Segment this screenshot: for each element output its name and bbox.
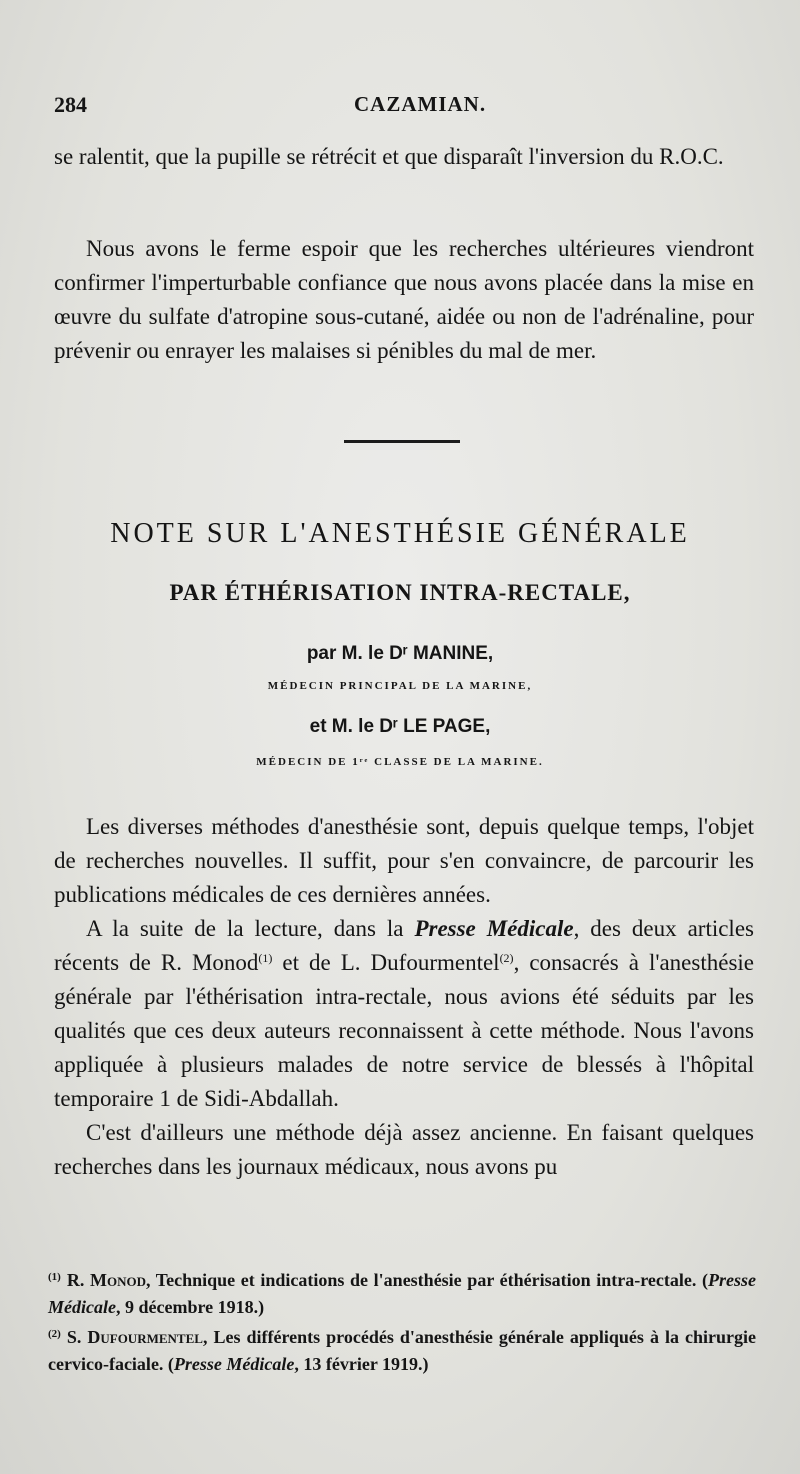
footnote-ref-2: (2) xyxy=(499,951,514,965)
closing-text xyxy=(54,232,754,368)
footnote-mark: (1) xyxy=(48,1271,61,1283)
footnotes xyxy=(48,1267,756,1381)
footnote-ref-1: (1) xyxy=(258,951,273,965)
body-paragraph-2 xyxy=(54,912,754,1116)
article-subtitle: PAR ÉTHÉRISATION INTRA-RECTALE, xyxy=(169,580,631,605)
p2-text-d: , consacrés à l'anesthésie générale par l'éthérisation intra-rectale, nous avions été séduits par les qualités que ces deux auteurs reconnaissent à cette méthode. Nous l'avons appliquée à plusieurs malades de notre service de blessés à l'hôpital temporaire 1 de Sidi-Abdallah. xyxy=(54,950,754,1111)
page-number: 284 xyxy=(54,92,87,117)
footnote-date: , 13 février 1919.) xyxy=(294,1354,429,1374)
footnote-journal: Presse Médicale xyxy=(48,1270,756,1317)
closing-paragraph: Nous avons le ferme espoir que les recherches ultérieures viendront confirmer l'imperturbable confiance que nous avons placée dans la mise en œuvre du sulfate d'atropine sous-cutané, aidée ou non de l'adrénaline, pour prévenir ou enrayer les malaises si pénibles du mal de mer. xyxy=(54,236,754,363)
body-paragraph-1: Les diverses méthodes d'anesthésie sont, depuis quelque temps, l'objet de recherches nouvelles. Il suffit, pour s'en convaincre, de parcourir les publications médicales de ces dernières années. xyxy=(54,814,754,907)
footnote-author: R. Monod xyxy=(66,1270,146,1290)
author-1: par M. le Dʳ MANINE, xyxy=(306,643,494,664)
section-divider xyxy=(344,440,460,443)
author-1-role: MÉDECIN PRINCIPAL DE LA MARINE, xyxy=(267,680,533,692)
p2-text-a: A la suite de la lecture, dans la xyxy=(86,916,415,941)
footnote-mark: (2) xyxy=(48,1328,61,1340)
article-body xyxy=(54,810,754,1184)
continued-paragraph: se ralentit, que la pupille se rétrécit et que disparaît l'inversion du R.O.C. xyxy=(54,144,724,169)
continued-text xyxy=(54,140,754,174)
p2-text-b: , des deux articles récents de R. Monod xyxy=(54,916,754,975)
footnote-1 xyxy=(48,1267,756,1321)
footnote-journal: Presse Médicale xyxy=(173,1354,295,1374)
body-paragraph-3: C'est d'ailleurs une méthode déjà assez ancienne. En faisant quelques recherches dans les journaux médicaux, nous avons pu xyxy=(54,1120,754,1179)
footnote-author: S. Dufourmentel xyxy=(66,1327,203,1347)
running-title: CAZAMIAN. xyxy=(354,92,487,116)
footnote-2 xyxy=(48,1324,756,1378)
page-header xyxy=(54,92,755,132)
article-title: NOTE SUR L'ANESTHÉSIE GÉNÉRALE xyxy=(110,518,690,549)
footnote-text: , Technique et indications de l'anesthésie par éthérisation intra-rectale. ( xyxy=(145,1270,708,1290)
p2-text-c: et de L. Dufourmentel xyxy=(272,950,500,975)
author-2-role: MÉDECIN DE 1ʳᵉ CLASSE DE LA MARINE. xyxy=(256,756,544,768)
footnote-text: , Les différents procédés d'anesthésie générale appliqués à la chirurgie cervico-faciale. ( xyxy=(48,1327,756,1374)
footnote-date: , 9 décembre 1918.) xyxy=(115,1297,265,1317)
journal-title: Presse Médicale xyxy=(414,916,574,941)
author-2: et M. le Dʳ LE PAGE, xyxy=(309,716,491,737)
